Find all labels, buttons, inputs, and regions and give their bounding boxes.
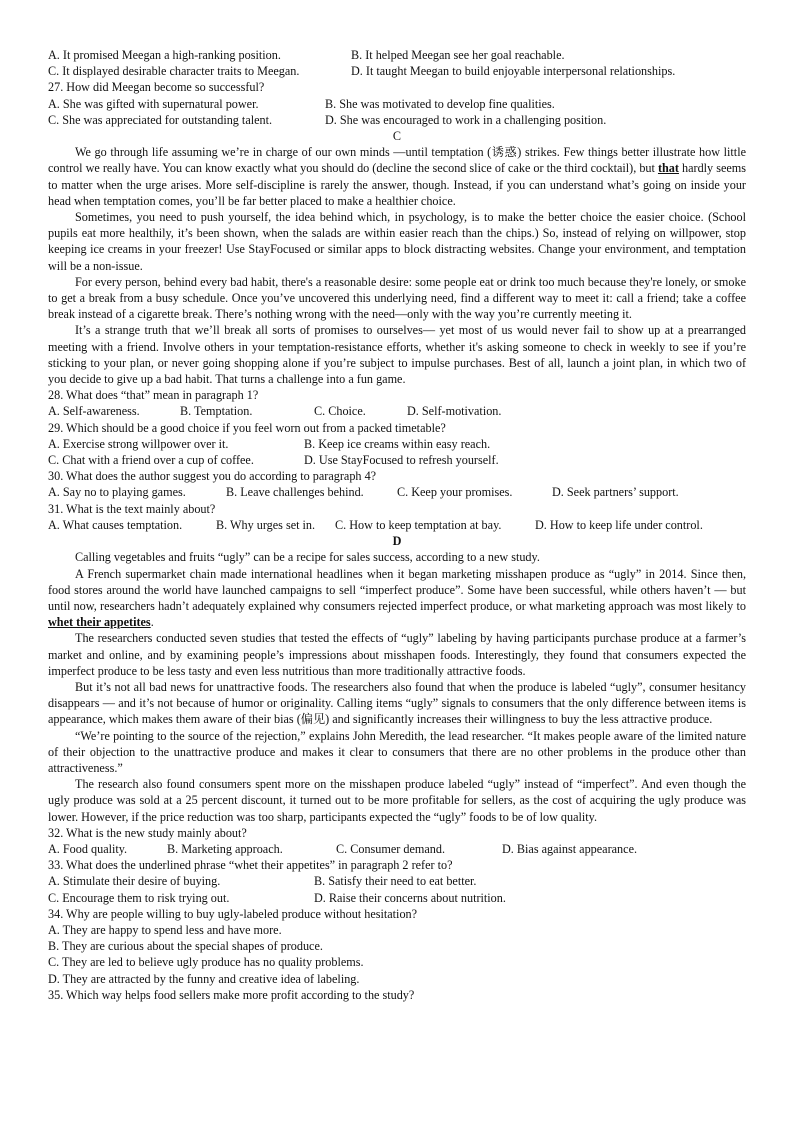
option-d: D. Seek partners’ support. <box>552 485 679 500</box>
option-b: B. Temptation. <box>180 404 253 419</box>
option-b: B. Why urges set in. <box>216 517 316 532</box>
option-c: C. Encourage them to risk trying out. <box>48 890 230 905</box>
question-27: 27. How did Meegan become so successful? <box>48 80 265 95</box>
option-d: D. Use StayFocused to refresh yourself. <box>304 453 499 468</box>
option-a: A. She was gifted with supernatural power. <box>48 96 259 111</box>
option-d: D. Bias against appearance. <box>502 841 638 856</box>
passage-d-paragraph-4: But it’s not all bad news for unattractive foods. The researchers also found that when the produce is labeled “ugly”, consumer hesitancy disappears — and it’s not because of humor or originality. Calling items “ugly” signals to consumers that the only difference between items is appearance, which makes them aware of their bias (偏见) and significantly increases their willingness to buy the less attractive produce. <box>48 679 746 727</box>
option-a: A. They are happy to spend less and have more. <box>48 922 282 937</box>
option-c: C. She was appreciated for outstanding talent. <box>48 112 273 127</box>
option-a: A. Exercise strong willpower over it. <box>48 436 229 451</box>
passage-d-paragraph-1: Calling vegetables and fruits “ugly” can be a recipe for sales success, according to a new study. <box>75 550 540 565</box>
option-d: D. Self-motivation. <box>407 404 502 419</box>
exam-page <box>48 47 746 1003</box>
q27-options-row-2 <box>48 112 746 128</box>
question-35: 35. Which way helps food sellers make more profit according to the study? <box>48 987 415 1002</box>
option-b: B. Keep ice creams within easy reach. <box>304 436 491 451</box>
option-d: D. It taught Meegan to build enjoyable interpersonal relationships. <box>351 64 676 79</box>
question-32: 32. What is the new study mainly about? <box>48 825 247 840</box>
option-b: B. Marketing approach. <box>167 841 283 856</box>
question-30: 30. What does the author suggest you do according to paragraph 4? <box>48 469 377 484</box>
q28-options <box>48 403 746 419</box>
option-b: B. Leave challenges behind. <box>226 485 364 500</box>
passage-d-paragraph-3: The researchers conducted seven studies that tested the effects of “ugly” labeling by having participants purchase produce at a farmer’s market and online, and by examining people’s impressions about misshapen foods. Interestingly, they found that consumers expected the imperfect produce to be less tasty and even less nutritious than more traditionally attractive foods. <box>48 631 746 678</box>
question-29: 29. Which should be a good choice if you feel worn out from a packed timetable? <box>48 420 446 435</box>
question-33: 33. What does the underlined phrase “whet their appetites” in paragraph 2 refer to? <box>48 858 453 873</box>
option-b: B. It helped Meegan see her goal reachable. <box>351 48 565 62</box>
option-d: D. She was encouraged to work in a challenging position. <box>325 112 607 127</box>
option-c: C. Keep your promises. <box>397 485 513 500</box>
passage-c-paragraph-2: Sometimes, you need to push yourself, the idea behind which, in psychology, is to make the better choice the easier choice. (School pupils eat more healthily, it’s been shown, when the salads are within easier reach than the chips.) So, instead of relying on willpower, stop keeping ice creams in your freezer! Use StayFocused or similar apps to block distracting websites. Change your environment, and temptation will be a non-issue. <box>48 210 746 273</box>
option-c: C. It displayed desirable character traits to Meegan. <box>48 64 300 79</box>
p2-text-end: . <box>150 615 154 630</box>
option-c: C. How to keep temptation at bay. <box>335 517 502 532</box>
option-a: A. Self-awareness. <box>48 404 140 419</box>
option-b: B. Satisfy their need to eat better. <box>314 874 477 889</box>
option-a: A. What causes temptation. <box>48 517 183 532</box>
passage-c-paragraph-1 <box>48 144 746 209</box>
q30-options <box>48 484 746 500</box>
option-b: B. She was motivated to develop fine qualities. <box>325 96 555 111</box>
option-d: D. How to keep life under control. <box>535 517 703 532</box>
q29-options-row-2 <box>48 452 746 468</box>
passage-c-paragraph-4: It’s a strange truth that we’ll break all sorts of promises to ourselves— yet most of us would never fail to show up at a prearranged meeting with a friend. Involve others in your temptation-resistance efforts, whether it's asking someone to check in weekly to see if you’re sticking to your plan, or never going shopping alone if you’re subject to impulse purchases. Best of all, launch a joint plan, in which two of you decide to give up a bad habit. That turns a challenge into a fun game. <box>48 323 746 387</box>
option-a: A. Say no to playing games. <box>48 485 186 500</box>
passage-d-paragraph-2 <box>48 566 746 631</box>
option-a: A. Stimulate their desire of buying. <box>48 874 221 889</box>
q29-options-row-1 <box>48 436 746 452</box>
q26-options-row-1 <box>48 47 746 63</box>
underlined-word-that: that <box>657 161 679 176</box>
p1-text-start: We go through life assuming we’re in charge of our own minds —until temptation (诱惑) strikes. Few things better illustrate how little control we really have. You can know exactly what you should do (decline the second slice of cake or the third cocktail), but <box>48 145 746 176</box>
passage-d-paragraph-5: “We’re pointing to the source of the rejection,” explains John Meredith, the lead researcher. “It makes people aware of the limited nature of their objection to the unattractive produce and makes it clear to consumers that there are no other problems in the produce other than attractiveness.” <box>48 728 746 775</box>
q33-options-row-2 <box>48 890 746 906</box>
option-d: D. They are attracted by the funny and creative idea of labeling. <box>48 971 360 986</box>
option-d: D. Raise their concerns about nutrition. <box>314 890 506 905</box>
underlined-phrase: whet their appetites <box>48 615 151 630</box>
option-c: C. They are led to believe ugly produce has no quality problems. <box>48 955 364 970</box>
question-28: 28. What does “that” mean in paragraph 1? <box>48 388 259 403</box>
q33-options-row-1 <box>48 873 746 889</box>
q27-options-row-1 <box>48 96 746 112</box>
question-31: 31. What is the text mainly about? <box>48 501 216 516</box>
q32-options <box>48 841 746 857</box>
q26-options-row-2 <box>48 63 746 79</box>
option-a: A. Food quality. <box>48 841 128 856</box>
option-c: C. Chat with a friend over a cup of coffee. <box>48 453 254 468</box>
passage-c-paragraph-3: For every person, behind every bad habit, there's a reasonable desire: some people eat or drink too much because they're lonely, or smoke to get a break from a busy schedule. Once you’ve uncovered this underlying need, find a different way to meet it: call a friend; take a coffee break instead of a cigarette break. There’s nothing wrong with the need—only with the way you’re currently meeting it. <box>48 274 746 322</box>
p1-text-end: hardly seems to matter when the urge arises. More self-discipline is rarely the answer, though. Instead, if you can understand what’s going on inside your head when temptation comes, you’ll be far better placed to make a healthier choice. <box>48 161 746 208</box>
option-b: B. They are curious about the special shapes of produce. <box>48 939 323 954</box>
p2-text-start: A French supermarket chain made international headlines when it began marketing misshapen produce as “ugly” in 2014. Since then, food stores around the world have launched campaigns to sell “imperfect produce”. Some have been successful, while others haven’t — but until now, researchers hadn’t adequately explained why consumers rejected imperfect produce, or what marketing approach was most likely to <box>48 566 746 613</box>
option-c: C. Consumer demand. <box>336 841 445 856</box>
option-c: C. Choice. <box>314 404 366 419</box>
passage-d-heading: D <box>392 534 402 549</box>
question-34: 34. Why are people willing to buy ugly-labeled produce without hesitation? <box>48 906 418 921</box>
passage-c-heading: C <box>392 129 402 144</box>
q31-options <box>48 517 746 533</box>
option-a: A. It promised Meegan a high-ranking position. <box>48 48 281 62</box>
passage-d-paragraph-6: The research also found consumers spent more on the misshapen produce labeled “ugly” instead of “imperfect”. And even though the ugly produce was sold at a 25 percent discount, it turned out to be more profitable for sellers, as the cost of acquiring the ugly produce was lower. However, if the price reduction was too sharp, participants expected the “ugly” foods to be of low quality. <box>48 777 746 824</box>
